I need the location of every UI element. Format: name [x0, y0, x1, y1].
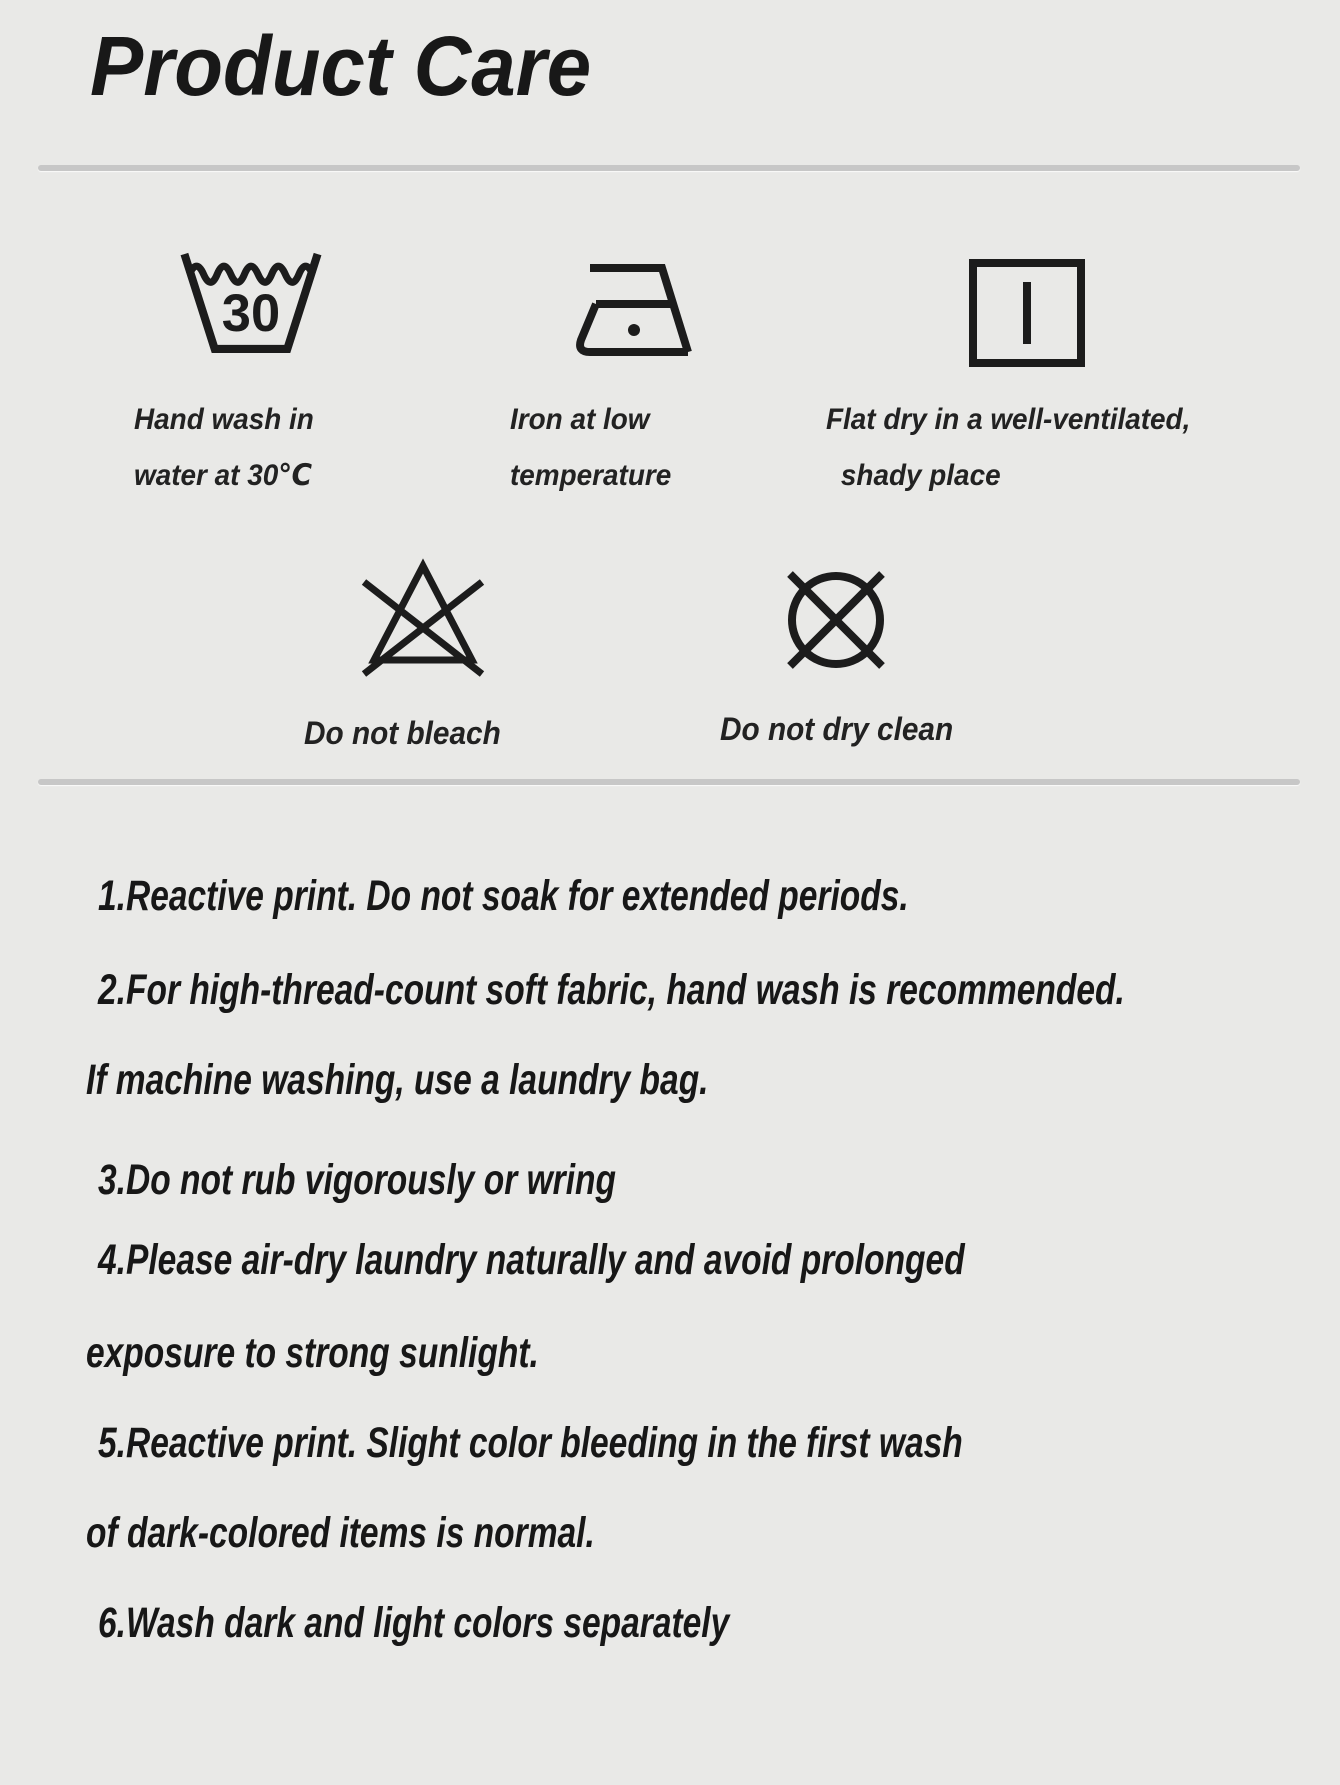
- caption-line: Flat dry in a well-ventilated,: [826, 403, 1191, 436]
- care-instruction-line: exposure to strong sunlight.: [86, 1329, 539, 1377]
- page-title: Product Care: [90, 19, 592, 113]
- care-symbol-caption: [510, 392, 671, 504]
- divider-bottom: [38, 779, 1300, 785]
- care-instruction-line: 1.Reactive print. Do not soak for extended periods.: [98, 872, 909, 920]
- care-instruction-line: 2.For high-thread-count soft fabric, hand wash is recommended.: [98, 966, 1125, 1014]
- caption-line: water at 30℃: [134, 459, 313, 492]
- care-symbol-do-not-dry-clean: [762, 558, 910, 682]
- care-instruction-line: 6.Wash dark and light colors separately: [98, 1599, 730, 1647]
- drip-dry-shade-icon: [966, 258, 1088, 368]
- caption-line: shady place: [840, 459, 1001, 492]
- care-instruction-line: 4.Please air-dry laundry naturally and avoid prolonged: [98, 1236, 965, 1284]
- care-symbol-caption: [134, 392, 314, 504]
- wash-temperature-value: 30: [221, 284, 281, 343]
- do-not-dry-clean-icon: [762, 558, 910, 682]
- caption-line: Hand wash in: [134, 403, 314, 436]
- care-instruction-line: 5.Reactive print. Slight color bleeding in the first wash: [98, 1419, 963, 1467]
- care-instruction-line: If machine washing, use a laundry bag.: [86, 1056, 709, 1104]
- iron-low-temp-icon: [566, 254, 706, 364]
- divider-top: [38, 165, 1300, 171]
- care-symbol-caption: Do not bleach: [304, 715, 501, 751]
- care-instruction-line: of dark-colored items is normal.: [86, 1509, 595, 1557]
- care-symbol-caption: Do not dry clean: [720, 711, 954, 747]
- caption-line: temperature: [510, 459, 672, 492]
- hand-wash-30-icon: [176, 246, 326, 359]
- care-symbol-hand-wash: [176, 246, 326, 359]
- do-not-bleach-icon: [352, 554, 494, 684]
- care-instruction-line: 3.Do not rub vigorously or wring: [98, 1156, 617, 1204]
- care-symbol-iron: [566, 254, 706, 364]
- caption-line: Iron at low: [510, 403, 650, 436]
- care-symbol-caption: [826, 392, 1190, 504]
- care-symbol-do-not-bleach: [352, 554, 494, 684]
- care-symbol-drip-dry: [966, 258, 1088, 368]
